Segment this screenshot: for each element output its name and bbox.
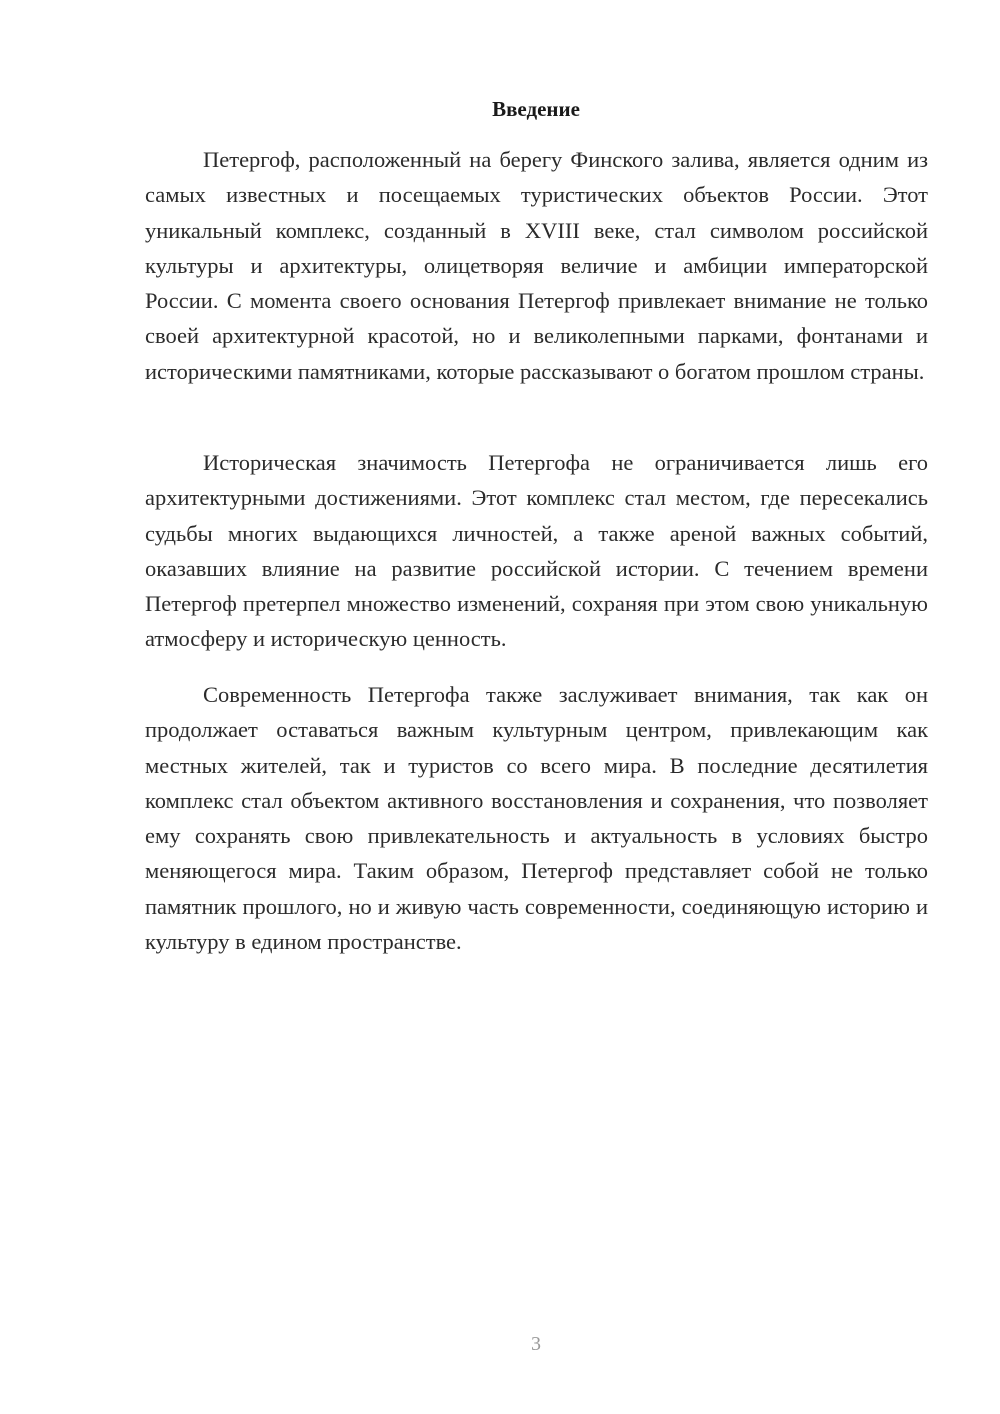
section-heading: Введение (492, 97, 580, 121)
paragraph: Историческая значимость Петергофа не ограничивается лишь его архитектурными достижениями. Этот комплекс стал местом, где пересекались судьбы многих выдающихся личностей, а также ареной важных событий, оказавших влияние на развитие российской истории. С течением времени Петергоф претерпел множество изменений, сохраняя при этом свою уникальную атмосферу и историческую ценность. (145, 450, 928, 652)
page-number: 3 (531, 1333, 541, 1355)
paragraph: Петергоф, расположенный на берегу Финского залива, является одним из самых известных и посещаемых туристических объектов России. Этот уникальный комплекс, созданный в XVIII веке, стал символом российской культуры и архитектуры, олицетворяя величие и амбиции императорской России. С момента своего основания Петергоф привлекает внимание не только своей архитектурной красотой, но и великолепными парками, фонтанами и историческими памятниками, которые рассказывают о богатом прошлом страны. (145, 147, 928, 384)
paragraph: Современность Петергофа также заслуживает внимания, так как он продолжает оставаться важным культурным центром, привлекающим как местных жителей, так и туристов со всего мира. В последние десятилетия комплекс стал объектом активного восстановления и сохранения, что позволяет ему сохранять свою привлекательность и актуальность в условиях быстро меняющегося мира. Таким образом, Петергоф представляет собой не только памятник прошлого, но и живую часть современности, соединяющую историю и культуру в едином пространстве. (145, 682, 928, 955)
